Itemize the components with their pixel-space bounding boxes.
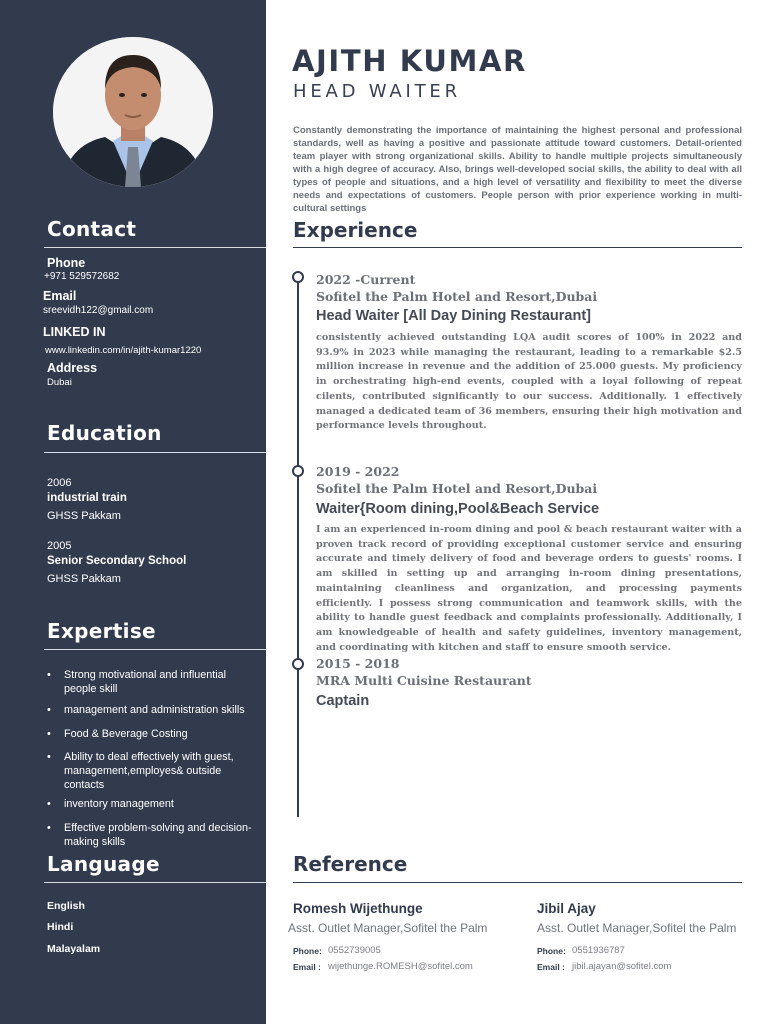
language-item: English bbox=[47, 900, 85, 912]
address-value: Dubai bbox=[47, 377, 72, 388]
timeline-dot bbox=[292, 465, 304, 477]
list-item: • inventory management bbox=[44, 797, 260, 811]
job-org: Sofitel the Palm Hotel and Resort,Dubai bbox=[316, 481, 598, 496]
address-label: Address bbox=[47, 361, 98, 375]
reference-phone: 0552739005 bbox=[328, 945, 381, 956]
linkedin-label: LINKED IN bbox=[43, 325, 106, 339]
education-school: GHSS Pakkam bbox=[47, 573, 121, 585]
education-year: 2005 bbox=[47, 540, 72, 552]
candidate-title: HEAD WAITER bbox=[293, 81, 461, 102]
language-heading: Language bbox=[47, 852, 160, 876]
list-item: • Food & Beverage Costing bbox=[44, 727, 260, 741]
reference-email[interactable]: wijethunge.ROMESH@sofitel.com bbox=[328, 961, 473, 972]
job-role: Waiter{Room dining,Pool&Beach Service bbox=[316, 501, 600, 517]
reference-phone: 0551936787 bbox=[572, 945, 625, 956]
expertise-heading: Expertise bbox=[47, 619, 156, 643]
job-org: MRA Multi Cuisine Restaurant bbox=[316, 673, 532, 688]
education-divider bbox=[44, 452, 266, 453]
language-item: Hindi bbox=[47, 921, 74, 933]
reference-divider bbox=[293, 882, 742, 883]
candidate-name: AJITH KUMAR bbox=[292, 44, 527, 78]
email-label: Email bbox=[43, 289, 77, 303]
job-description: consistently achieved outstanding LQA audit scores of 100% in 2022 and 93.9% in 2023 while managing the restaurant, leading to a remarkable $2.5 million increase in revenue and the addition of 25.000 guests. My proficiency in orchestrating high-end events, coupled with a loyal following of repeat cilents, contributed significantly to our success. Additionally. 1 effectively managed a dedicated team of 36 members, ensuring their high motivation and performance levels throughout. bbox=[316, 332, 742, 432]
timeline-dot bbox=[292, 658, 304, 670]
job-date: 2022 -Current bbox=[316, 272, 416, 287]
education-title: industrial train bbox=[47, 492, 127, 504]
education-year: 2006 bbox=[47, 477, 72, 489]
reference-name: Romesh Wijethunge bbox=[293, 901, 423, 916]
education-school: GHSS Pakkam bbox=[47, 510, 121, 522]
list-item: • Ability to deal effectively with guest, management,employes& outside contacts bbox=[44, 750, 260, 792]
reference-phone-label: Phone: bbox=[537, 946, 566, 956]
phone-label: Phone bbox=[47, 256, 86, 270]
email-value[interactable]: sreevidh122@gmail.com bbox=[43, 305, 154, 316]
reference-email[interactable]: jibil.ajayan@sofitel.com bbox=[572, 961, 672, 972]
language-item: Malayalam bbox=[47, 943, 101, 955]
phone-value: +971 529572682 bbox=[44, 271, 120, 282]
job-org: Sofitel the Palm Hotel and Resort,Dubai bbox=[316, 289, 598, 304]
reference-name: Jibil Ajay bbox=[537, 901, 596, 916]
reference-email-label: Email : bbox=[293, 962, 321, 972]
contact-divider bbox=[44, 247, 266, 248]
job-role: Captain bbox=[316, 693, 370, 709]
experience-heading: Experience bbox=[293, 218, 418, 242]
language-divider bbox=[44, 882, 266, 883]
timeline-dot bbox=[292, 271, 304, 283]
education-heading: Education bbox=[47, 421, 162, 445]
main-column bbox=[266, 0, 768, 1024]
job-role: Head Waiter [All Day Dining Restaurant] bbox=[316, 308, 592, 324]
contact-heading: Contact bbox=[47, 217, 137, 241]
reference-phone-label: Phone: bbox=[293, 946, 322, 956]
list-item: • management and administration skills bbox=[44, 703, 260, 717]
linkedin-value[interactable]: www.linkedin.com/in/ajith-kumar1220 bbox=[45, 345, 202, 356]
sidebar bbox=[0, 0, 266, 1024]
education-title: Senior Secondary School bbox=[47, 555, 187, 567]
person-portrait-icon bbox=[53, 37, 213, 187]
experience-divider bbox=[293, 247, 742, 248]
list-item: • Strong motivational and influential people skill bbox=[44, 668, 260, 696]
expertise-divider bbox=[44, 649, 266, 650]
profile-summary: Constantly demonstrating the importance of maintaining the highest personal and professional standards, well as having a positive and passionate attitude toward customers. Detail-oriented team player with strong organizational skills. Ability to handle multiple projects simultaneously with a high degree of accuracy. Also, brings well-developed social skills, the ability to deal with all types of people and situations, and a high level of versatility and flexibility to meet the diverse needs and expectations of customers. People person with prior experience working in multi-cultural settings bbox=[293, 125, 742, 214]
reference-heading: Reference bbox=[293, 852, 408, 876]
timeline-line bbox=[297, 275, 299, 817]
job-description: I am an experienced in-room dining and pool & beach restaurant waiter with a proven track record of providing exceptional customer service and ensuring accurate and timely delivery of food and beverage orders to guests' rooms. I am skilled in setting up and arranging in-room dining presentations, maintaining cleanliness and organization, and processing payments efficiently. I possess strong communication and teamwork skills, with the ability to handle guest feedback and complaints professionally. Additionally, I am knowledgeable of health and safety guidelines, inventory management, and coordinating with kitchen and staff to ensure smooth service. bbox=[316, 524, 742, 653]
profile-photo bbox=[53, 37, 213, 187]
list-item: • Effective problem-solving and decision-making skills bbox=[44, 821, 260, 849]
job-date: 2019 - 2022 bbox=[316, 464, 400, 479]
reference-title: Asst. Outlet Manager,Sofitel the Palm bbox=[537, 921, 737, 935]
job-date: 2015 - 2018 bbox=[316, 656, 400, 671]
reference-email-label: Email : bbox=[537, 962, 565, 972]
reference-title: Asst. Outlet Manager,Sofitel the Palm bbox=[288, 921, 488, 935]
